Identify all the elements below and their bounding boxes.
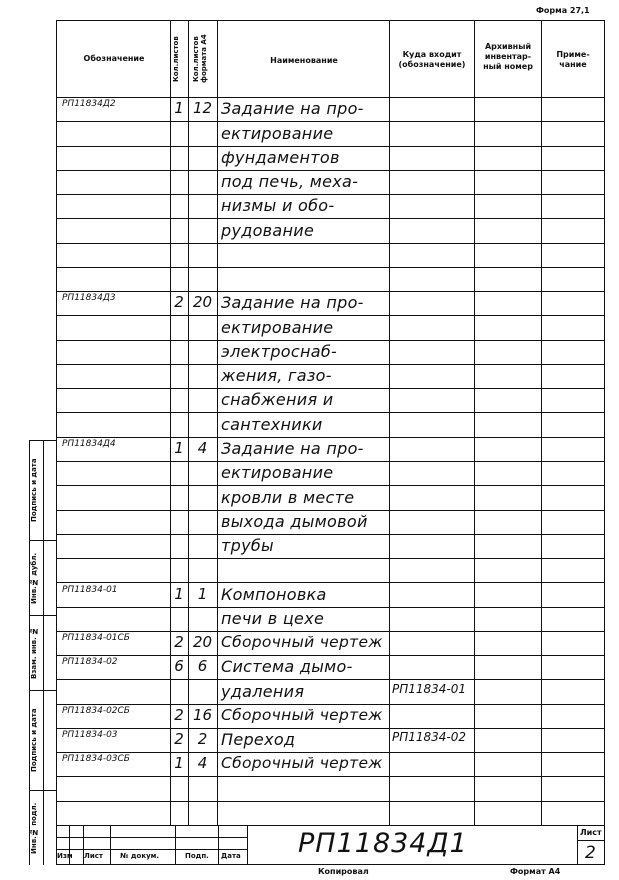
header-sheets-count: Кол.листов	[172, 36, 180, 82]
row-name: удаления	[221, 682, 305, 701]
row-line	[56, 801, 605, 802]
header-archive-number: Архивный инвентар-ный номер	[483, 42, 533, 71]
row-designation: РП11834-03	[62, 730, 118, 740]
copied-label: Копировал	[318, 867, 369, 876]
row-line	[56, 170, 605, 171]
row-line	[56, 315, 605, 316]
row-line	[56, 364, 605, 365]
row-sheets: 1	[174, 439, 184, 457]
header-where-used: Куда входит (обозначение)	[398, 50, 466, 69]
row-line	[56, 121, 605, 122]
row-sheets: 2	[174, 730, 184, 748]
row-line	[56, 194, 605, 195]
row-line	[56, 679, 605, 680]
row-designation: РП11834-03СБ	[62, 754, 130, 764]
col-doc-label: № докум.	[120, 852, 160, 860]
row-name: электроснаб-	[221, 342, 338, 361]
row-line	[56, 146, 605, 147]
form-label: Форма 27,1	[536, 6, 590, 15]
header-note: Приме-чание	[556, 50, 590, 69]
row-name: трубы	[221, 536, 274, 555]
row-sheets: 6	[174, 657, 184, 675]
row-line	[56, 437, 605, 438]
row-a4: 1	[197, 585, 208, 603]
row-line	[56, 752, 605, 753]
row-designation: РП11834Д4	[62, 439, 116, 449]
row-where-used: РП11834-02	[392, 730, 467, 744]
row-name: ектирование	[221, 463, 334, 482]
row-a4: 20	[192, 633, 213, 651]
row-name: сантехники	[221, 415, 323, 434]
row-a4: 4	[197, 754, 208, 772]
row-sheets: 2	[174, 706, 184, 724]
row-line	[56, 728, 605, 729]
col-date-label: Дата	[221, 852, 241, 860]
row-line	[56, 607, 605, 608]
row-where-used: РП11834-01	[392, 682, 467, 696]
row-line	[56, 704, 605, 705]
row-name: Сборочный чертеж	[221, 706, 383, 724]
format-label: Формат А4	[510, 867, 561, 876]
row-line	[56, 776, 605, 777]
row-name: ектирование	[221, 318, 334, 337]
row-line	[56, 388, 605, 389]
row-name: Задание на про-	[221, 439, 364, 458]
col-sign-label: Подп.	[185, 852, 209, 860]
row-name: снабжения и	[221, 390, 334, 409]
row-name: Переход	[221, 730, 296, 749]
row-designation: РП11834-01СБ	[62, 633, 130, 643]
row-name: низмы и обо-	[221, 196, 335, 215]
row-name: жения, газо-	[221, 366, 332, 385]
row-line	[56, 412, 605, 413]
row-name: Задание на про-	[221, 99, 364, 118]
col-list-label: Лист	[84, 852, 103, 860]
side-label-inv-dubl: Инв.№ дубл.	[30, 552, 38, 604]
row-a4: 20	[192, 293, 213, 311]
side-label-inv-orig: Инв.№ подл.	[30, 802, 38, 854]
row-line	[56, 510, 605, 511]
header-designation: Обозначение	[83, 54, 145, 63]
row-name: Сборочный чертеж	[221, 633, 383, 651]
row-line	[56, 655, 605, 656]
sheet-number: 2	[585, 843, 596, 863]
sheet-label: Лист	[580, 828, 602, 837]
row-designation: РП11834-01	[62, 585, 118, 595]
row-a4: 4	[197, 439, 208, 457]
row-name: Компоновка	[221, 585, 327, 604]
row-name: Система дымо-	[221, 657, 353, 676]
side-label-sign-date-1: Подпись и дата	[30, 458, 38, 522]
side-label-vzam: Взам. инв. №	[30, 626, 38, 680]
row-name: выхода дымовой	[221, 512, 368, 531]
row-a4: 2	[197, 730, 208, 748]
row-line	[56, 291, 605, 292]
row-sheets: 2	[174, 293, 184, 311]
row-name: под печь, меха-	[221, 172, 359, 191]
row-designation: РП11834Д3	[62, 293, 116, 303]
row-sheets: 1	[174, 585, 184, 603]
row-line	[56, 485, 605, 486]
row-name: ектирование	[221, 124, 334, 143]
row-designation: РП11834Д2	[62, 99, 116, 109]
col-izm-label: Изм	[57, 852, 73, 860]
row-line	[56, 631, 605, 632]
row-line	[56, 534, 605, 535]
document-code: РП11834Д1	[298, 828, 468, 859]
row-name: Задание на про-	[221, 293, 364, 312]
header-sheets-a4: Кол.листов формата А4	[192, 34, 208, 84]
row-a4: 12	[192, 99, 213, 117]
header-name: Наименование	[270, 56, 338, 65]
row-line	[56, 558, 605, 559]
row-a4: 6	[197, 657, 208, 675]
row-line	[56, 461, 605, 462]
row-designation: РП11834-02СБ	[62, 706, 130, 716]
row-line	[56, 267, 605, 268]
row-sheets: 1	[174, 754, 184, 772]
row-name: рудование	[221, 221, 315, 240]
side-label-sign-date-2: Подпись и дата	[30, 708, 38, 772]
row-line	[56, 243, 605, 244]
row-sheets: 1	[174, 99, 184, 117]
row-designation: РП11834-02	[62, 657, 118, 667]
row-name: Сборочный чертеж	[221, 754, 383, 772]
row-a4: 16	[192, 706, 213, 724]
row-sheets: 2	[174, 633, 184, 651]
row-name: печи в цехе	[221, 609, 325, 628]
row-name: фундаментов	[221, 148, 340, 167]
row-name: кровли в месте	[221, 488, 355, 507]
row-line	[56, 340, 605, 341]
row-line	[56, 218, 605, 219]
row-line	[56, 582, 605, 583]
